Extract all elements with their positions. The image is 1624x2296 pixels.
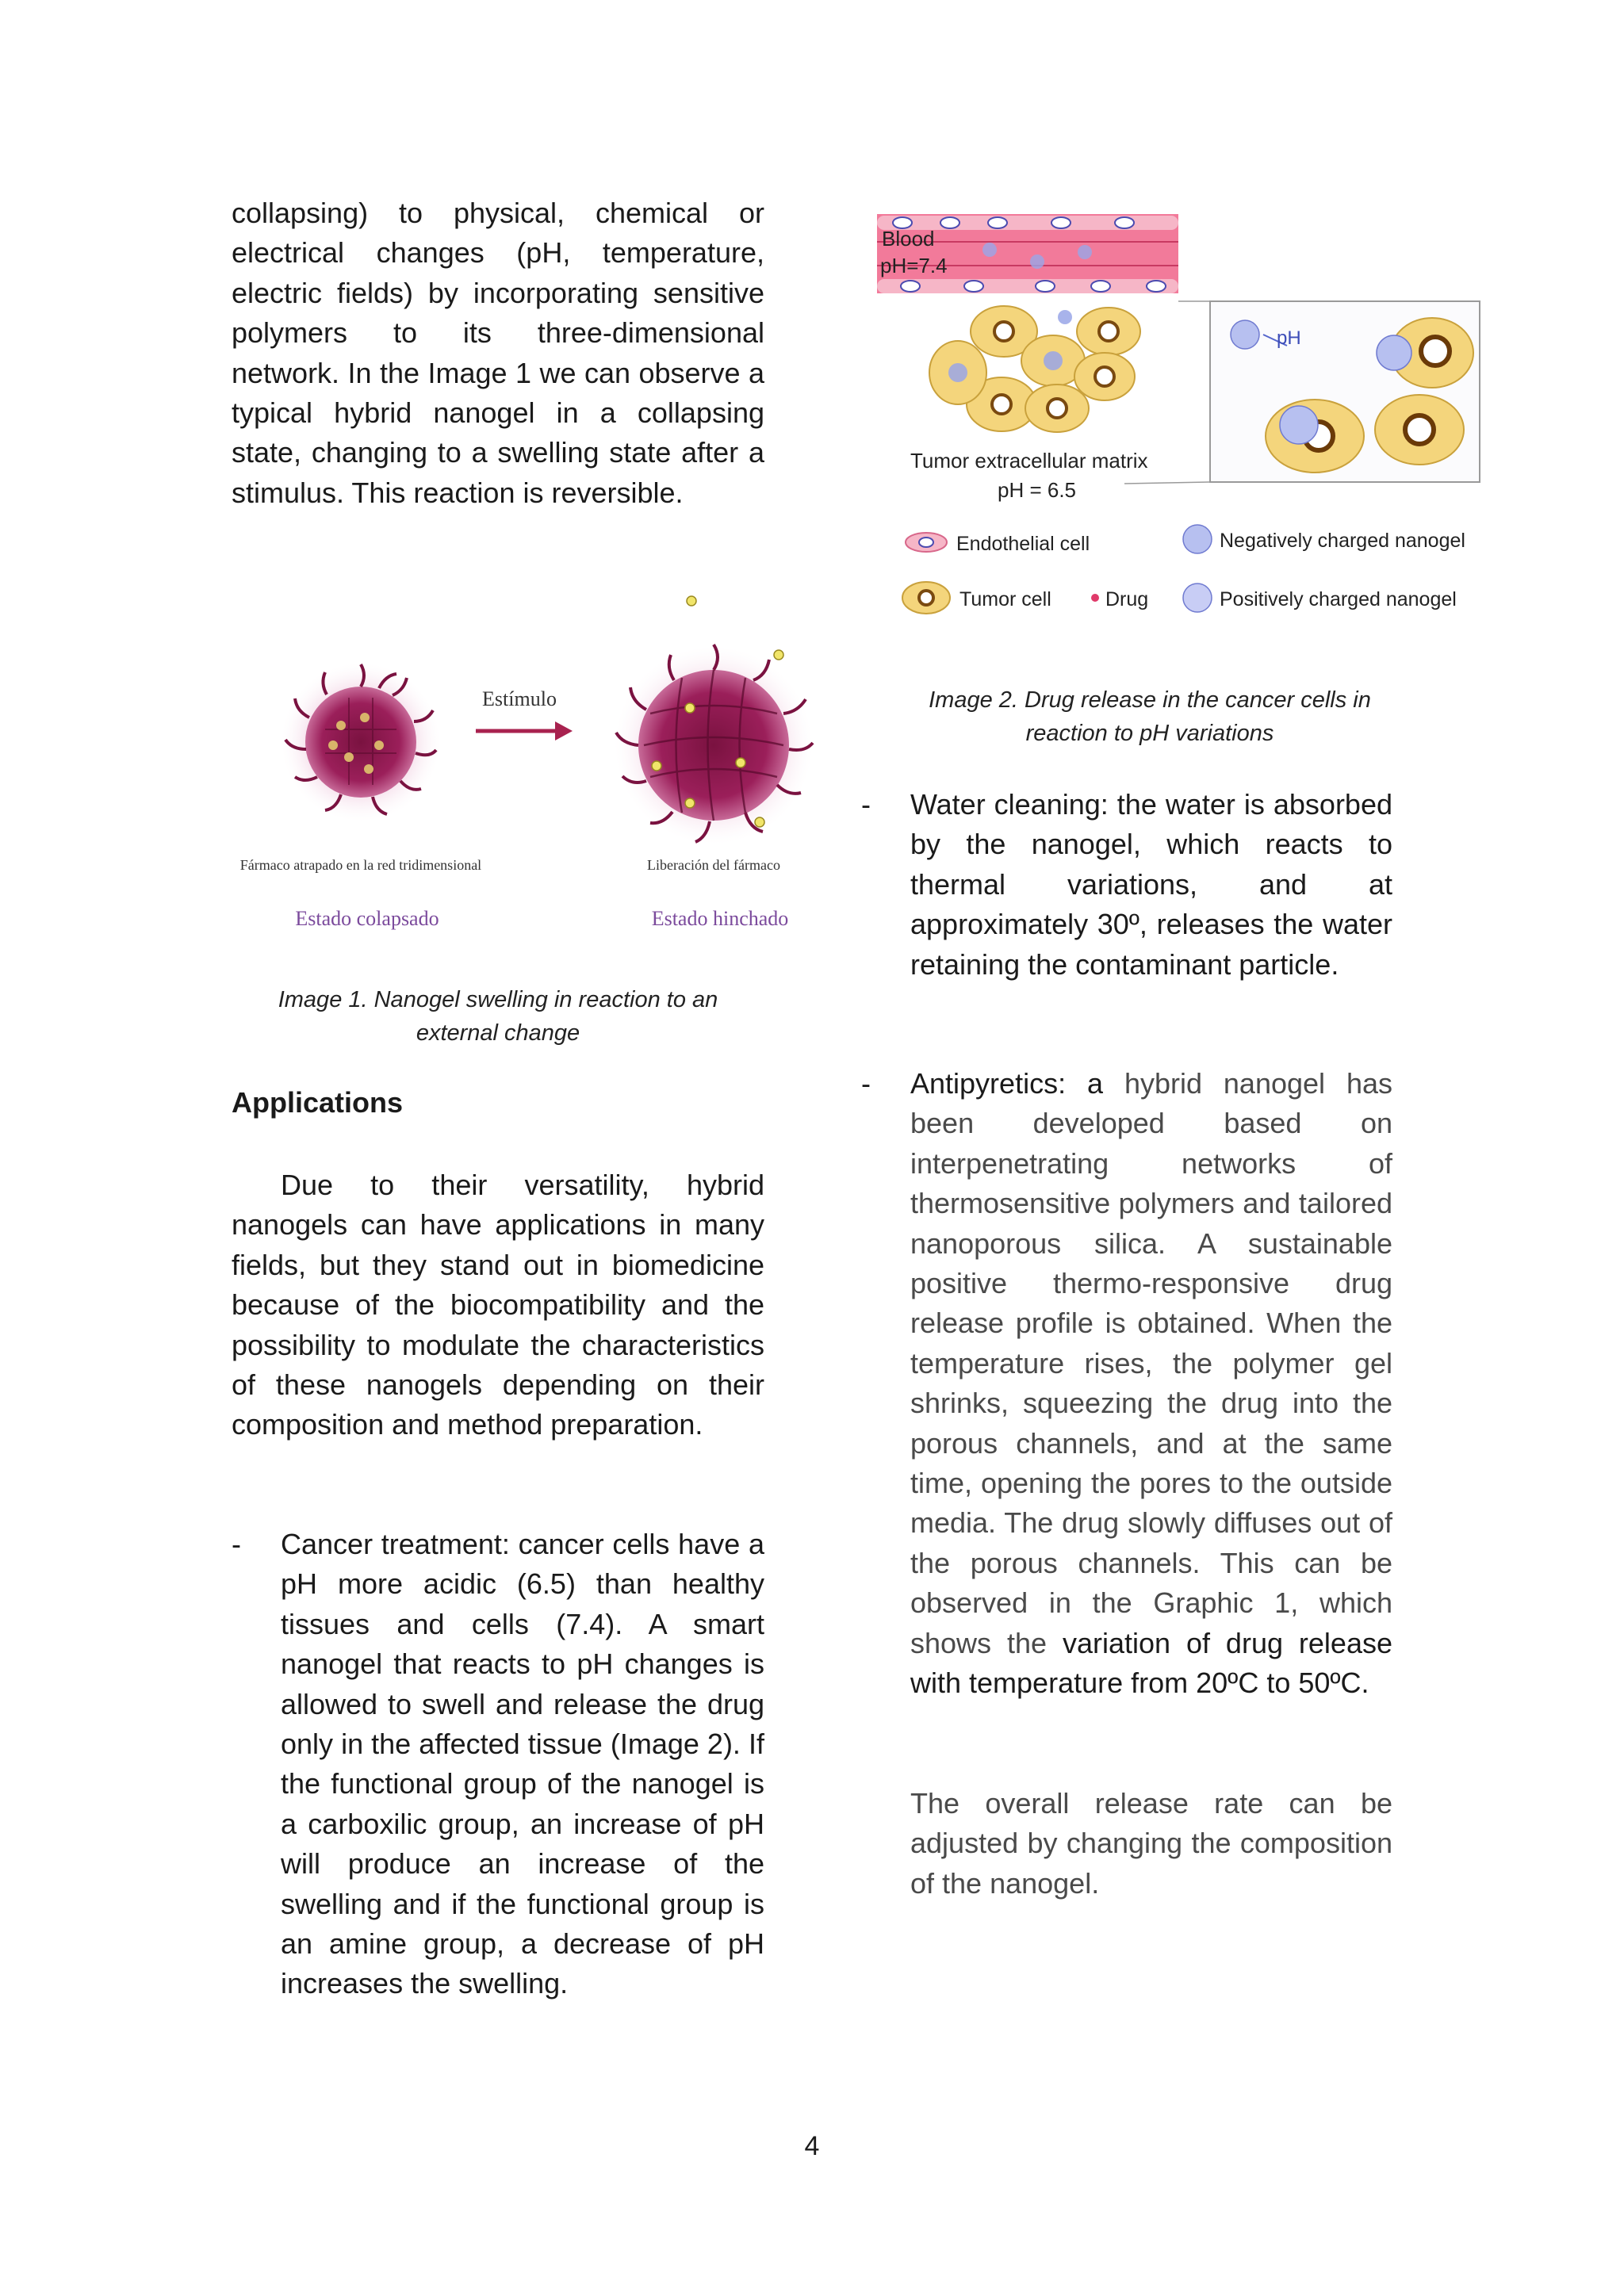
- drug-particle: [774, 650, 783, 660]
- drug-particle: [687, 596, 696, 606]
- legend-negative-label: Negatively charged nanogel: [1220, 530, 1465, 552]
- drug-particle: [736, 758, 745, 767]
- blood-ph-label: pH=7.4: [880, 254, 948, 277]
- drug-particle: [364, 764, 373, 774]
- arrow-icon: [476, 721, 573, 740]
- figure-1-caption-line2: external change: [416, 1020, 580, 1046]
- bullet-dash: -: [232, 1528, 241, 1560]
- figure-2-drug-release: [871, 206, 1489, 634]
- drug-particle: [755, 817, 764, 827]
- legend-positive-label: Positively charged nanogel: [1220, 588, 1457, 610]
- figure-2-caption-line2: reaction to pH variations: [1025, 721, 1274, 746]
- endothelial-cell-icon: [906, 533, 947, 552]
- applications-heading: Applications: [232, 1086, 404, 1119]
- applications-paragraph: Due to their versatility, hybrid nanogels can have applications in many fields, but they stand out in biomedicine because of the biocompatibility and the possibility to modulate the characteristics of these nanogels depending on their composition and method preparation.: [232, 1169, 764, 1441]
- right-state-label: Estado hinchado: [651, 907, 789, 930]
- drug-icon: [1091, 594, 1099, 602]
- legend-drug-label: Drug: [1105, 588, 1149, 610]
- drug-particle: [374, 740, 384, 750]
- antipyretics-lead: Antipyretics: a: [910, 1067, 1124, 1100]
- legend-tumor-label: Tumor cell: [959, 588, 1051, 610]
- positive-nanogel-icon: [1183, 584, 1212, 612]
- matrix-ph-label: pH = 6.5: [998, 478, 1077, 502]
- inset-box: [1124, 301, 1480, 484]
- intro-paragraph: collapsing) to physical, chemical or electrical changes (pH, temperature, electric fields) by incorporating sensitive polymers to its three-dimensional network. In the Image 1 we can observe a typical hybrid nanogel in a collapsing state, changing to a swelling state after a stimulus. This reaction is reversible.: [232, 197, 764, 509]
- tumor-cell-icon: [902, 582, 950, 614]
- drug-particle: [336, 721, 346, 730]
- antipyretics-tail: variation of drug release with temperature from 20ºC to 50ºC.: [910, 1626, 1392, 1700]
- figure-2-caption: [888, 683, 1411, 750]
- swollen-nanogel: [615, 596, 813, 844]
- water-cleaning-bullet: [861, 785, 1392, 985]
- figure-2-caption-line1: Image 2. Drug release in the cancer cells in: [929, 687, 1371, 713]
- bullet-dash: -: [861, 788, 871, 821]
- antipyretics-bullet: [861, 1064, 1392, 1704]
- drug-particle: [685, 703, 695, 713]
- left-state-label: Estado colapsado: [295, 907, 439, 930]
- water-cleaning-text: Water cleaning: the water is absorbed by the nanogel, which reacts to thermal variations, and at approximately 30º, releases the water retaining the contaminant particle.: [910, 788, 1392, 981]
- negative-nanogel-icon: [1183, 525, 1212, 553]
- figure-1-caption: [232, 983, 764, 1050]
- legend-endothelial-label: Endothelial cell: [956, 533, 1090, 555]
- left-sub-label: Fármaco atrapado en la red tridimensional: [239, 857, 482, 873]
- figure-1-nanogel-swelling: [238, 587, 825, 951]
- antipyretics-body: hybrid nanogel has been developed based on interpenetrating networks of thermosensitive polymers and tailored nanoporous silica. A sustainable positive thermo-responsive drug release profile is obtained. When the temperature rises, the polymer gel shrinks, squeezing the drug into the porous channels, and at the same time, opening the pores to the outside media. The drug slowly diffuses out of the porous channels. This can be observed in the Graphic 1, which shows the: [910, 1067, 1392, 1659]
- cancer-treatment-text: Cancer treatment: cancer cells have a pH more acidic (6.5) than healthy tissues and cells (7.4). A smart nanogel that reacts to pH changes is allowed to swell and release the drug only in the affected tissue (Image 2). If the functional group of the nanogel is a carboxilic group, an increase of pH will produce an increase of the swelling and if the functional group is an amine group, a decrease of pH increases the swelling.: [281, 1528, 764, 2000]
- inset-ph-label: pH: [1277, 327, 1301, 349]
- overall-release-paragraph: The overall release rate can be adjusted by changing the composition of the nanogel.: [910, 1787, 1392, 1900]
- drug-particle: [360, 713, 370, 722]
- right-sub-label: Liberación del fármaco: [647, 857, 780, 873]
- drug-particle: [685, 798, 695, 808]
- cancer-treatment-bullet: [232, 1525, 764, 2004]
- tumor-cells: [929, 306, 1140, 432]
- page-number: 4: [804, 2131, 820, 2161]
- drug-particle: [328, 740, 338, 750]
- stimulus-label: Estímulo: [482, 687, 557, 710]
- blood-label: Blood: [882, 227, 935, 251]
- drug-particle: [344, 752, 354, 762]
- collapsed-nanogel: [282, 663, 440, 821]
- figure-1-caption-line1: Image 1. Nanogel swelling in reaction to an: [278, 987, 718, 1012]
- drug-particle: [652, 761, 661, 771]
- matrix-label: Tumor extracellular matrix: [910, 449, 1148, 473]
- bullet-dash: -: [861, 1067, 871, 1100]
